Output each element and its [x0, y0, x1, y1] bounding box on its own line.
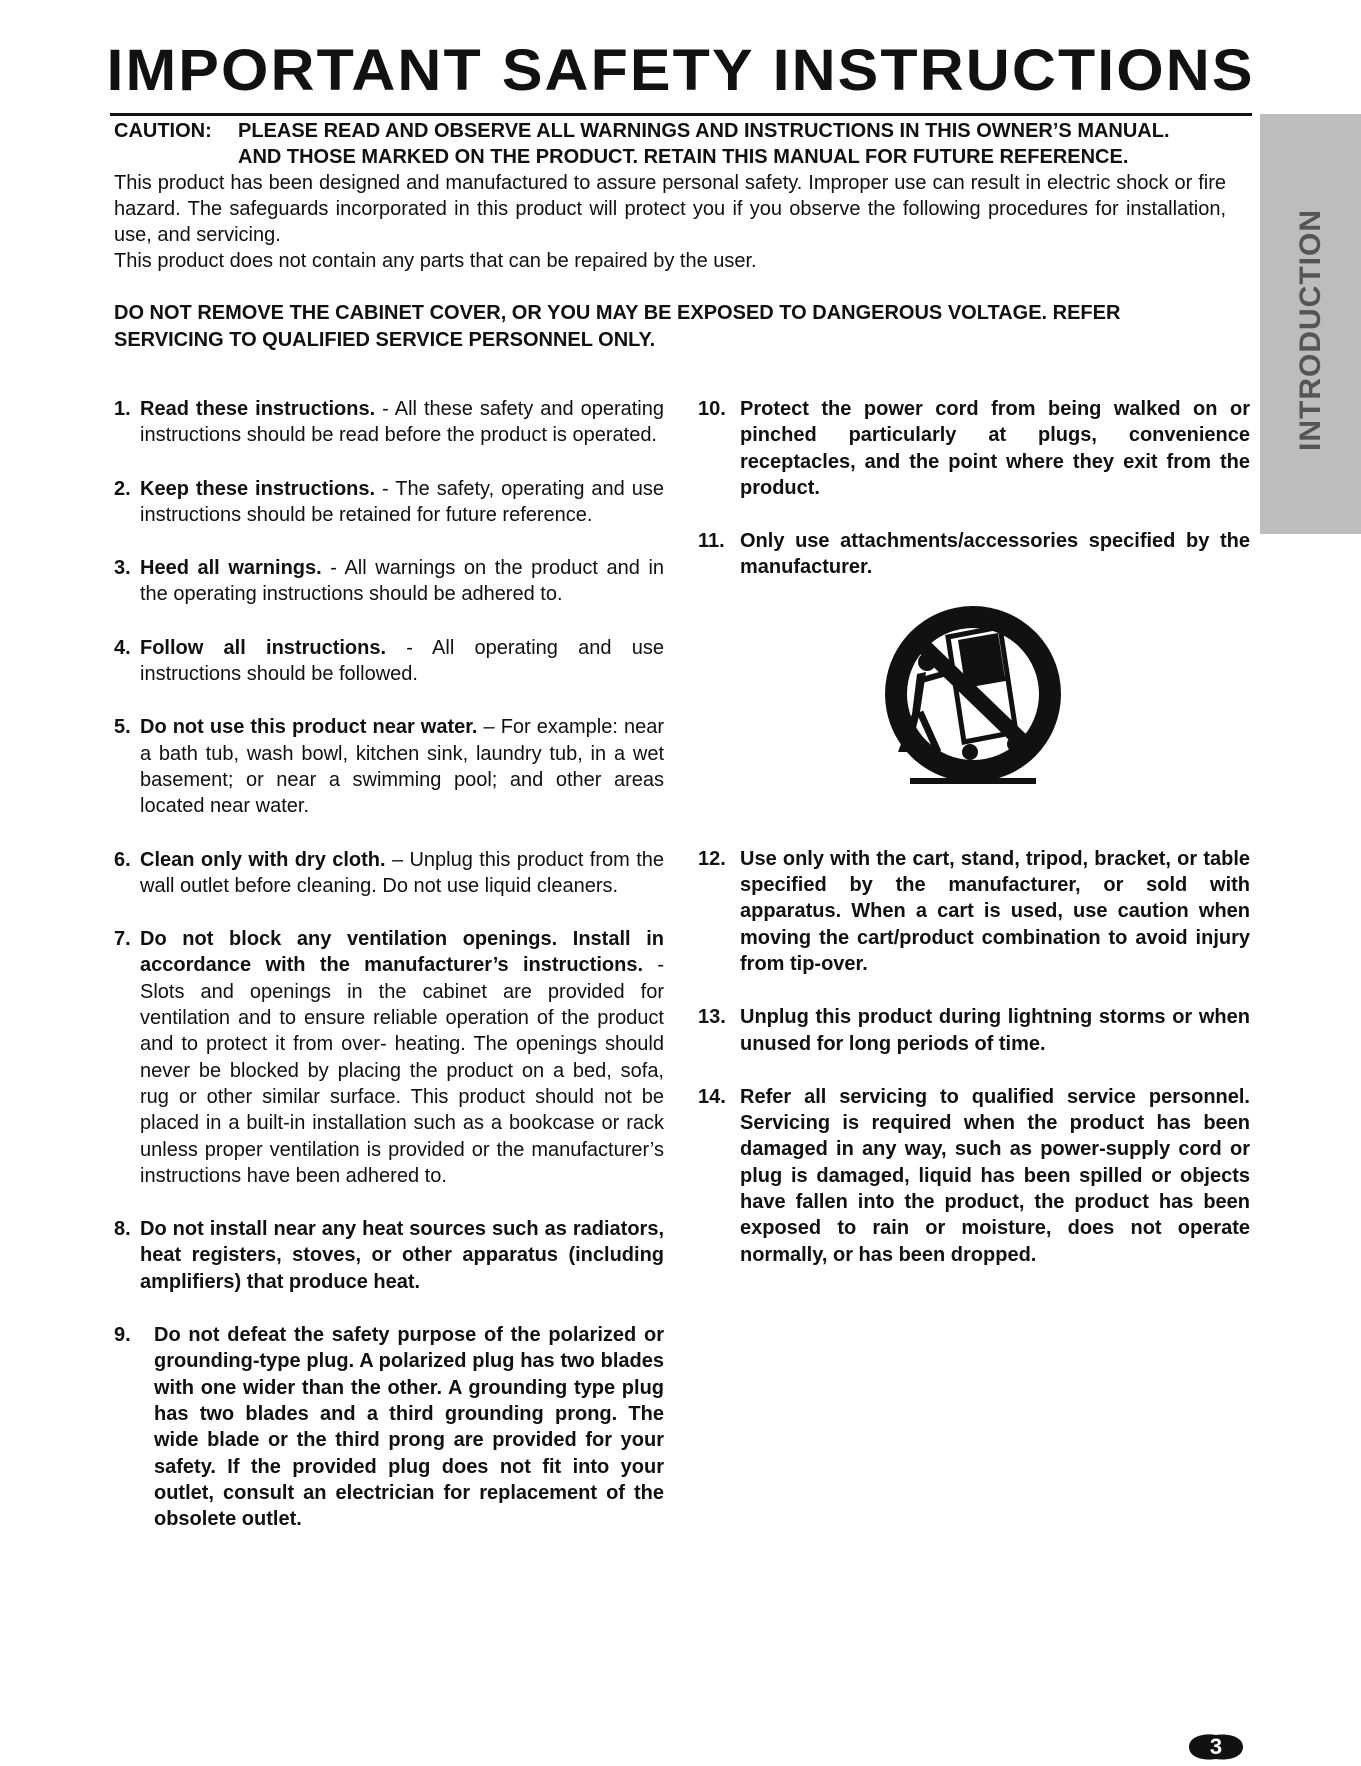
item-heading: Heed all warnings. [140, 557, 322, 580]
item-number: 8. [114, 1218, 131, 1241]
cart-tip-over-warning-icon [870, 602, 1076, 802]
item-number: 7. [114, 928, 131, 951]
instruction-item [114, 1216, 664, 1295]
instruction-item [114, 476, 664, 529]
intro-text [114, 170, 1226, 274]
voltage-warning: DO NOT REMOVE THE CABINET COVER, OR YOU MAY BE EXPOSED TO DANGEROUS VOLTAGE. REFER SERVICING TO QUALIFIED SERVICE PERSONNEL ONLY. [114, 302, 1121, 351]
item-number: 1. [114, 398, 131, 420]
item-heading: Read these instructions. [140, 398, 376, 420]
item-number: 13. [698, 1006, 726, 1029]
instruction-item [114, 847, 664, 900]
instruction-item [698, 528, 1250, 581]
item-body: - The safety, operating and use instructions should be retained for future reference. [140, 477, 665, 526]
item-text: Protect the power cord from being walked on or pinched particularly at plugs, convenience receptacles, and the point where they exit from the product. [740, 398, 1250, 499]
instruction-item [698, 1004, 1250, 1057]
caution-block [114, 118, 1254, 170]
instruction-item [698, 1084, 1250, 1268]
item-body: - Slots and openings in the cabinet are provided for ventilation and to ensure reliable operation of the product and to protect it from over- heating. The openings should never be blocked by placing the product on a bed, sofa, rug or other similar surface. This product should not be placed in a built-in installation such as a bookcase or rack unless proper ventilation is provided or the manufacturer’s instructions have been adhered to. [140, 954, 665, 1187]
page-number: 3 [1209, 1734, 1223, 1759]
instruction-item [114, 555, 664, 608]
instruction-item [114, 926, 664, 1189]
item-number: 11. [698, 530, 725, 553]
item-body: - All operating and use instructions should be followed. [140, 636, 664, 686]
page-title: IMPORTANT SAFETY INSTRUCTIONS [106, 38, 1255, 103]
instruction-item [114, 396, 664, 449]
intro-paragraph: This product has been designed and manufactured to assure personal safety. Improper use can result in electric shock or fire hazard. The safeguards incorporated in this product will protect you if you observe the following procedures for installation, use, and servicing. [114, 172, 1226, 246]
item-body: - All these safety and operating instructions should be read before the product is operated. [140, 398, 664, 447]
item-body: – Unplug this product from the wall outlet before cleaning. Do not use liquid cleaners. [140, 848, 664, 897]
instructions-right-column [698, 396, 1250, 1295]
instructions-left-column [114, 396, 664, 1559]
instruction-item [114, 635, 664, 688]
item-heading: Do not block any ventilation openings. Install in accordance with the manufacturer’s instructions. [140, 928, 664, 977]
item-number: 3. [114, 557, 131, 580]
item-body: – For example: near a bath tub, wash bowl, kitchen sink, laundry tub, in a wet basement; or near a swimming pool; and other areas located near water. [140, 716, 665, 818]
item-number: 12. [698, 847, 726, 870]
instruction-item [114, 714, 664, 819]
item-number: 2. [114, 477, 131, 500]
instruction-item [114, 1322, 664, 1532]
title-rule [110, 113, 1252, 116]
item-number: 14. [698, 1085, 726, 1108]
item-number: 5. [114, 716, 131, 739]
item-heading: Keep these instructions. [140, 477, 376, 500]
intro-paragraph: This product does not contain any parts that can be repaired by the user. [114, 250, 757, 272]
caution-line-1: PLEASE READ AND OBSERVE ALL WARNINGS AND INSTRUCTIONS IN THIS OWNER’S MANUAL. [238, 120, 1170, 142]
item-text: Only use attachments/accessories specified by the manufacturer. [740, 530, 1250, 579]
item-number: 10. [698, 398, 726, 420]
item-heading: Do not defeat the safety purpose of the polarized or grounding-type plug. A polarized plug has two blades with one wider than the other. A grounding type plug has two blades and a third grounding prong. The wide blade or the third prong are provided for your safety. If the provided plug does not fit into your outlet, consult an electrician for replacement of the obsolete outlet. [154, 1324, 664, 1531]
item-number: 4. [114, 636, 131, 659]
item-number: 6. [114, 848, 131, 871]
item-body: - All warnings on the product and in the operating instructions should be adhered to. [140, 557, 665, 606]
item-number: 9. [114, 1324, 131, 1347]
section-tab-label: INTRODUCTION [1294, 209, 1327, 451]
item-text: Use only with the cart, stand, tripod, bracket, or table specified by the manufacturer, or sold with apparatus. When a cart is used, use caution when moving the cart/product combination to avoid injury from tip-over. [740, 847, 1250, 975]
item-text: Refer all servicing to qualified service personnel. Servicing is required when the product has been damaged in any way, such as power-supply cord or plug is damaged, liquid has been spilled or objects have fallen into the product, the product has been exposed to rain or moisture, does not operate normally, or has been dropped. [740, 1085, 1250, 1266]
item-text: Unplug this product during lightning storms or when unused for long periods of time. [740, 1006, 1250, 1055]
item-heading: Do not install near any heat sources such as radiators, heat registers, stoves, or other apparatus (including amplifiers) that produce heat. [140, 1218, 664, 1293]
instruction-item [698, 396, 1250, 501]
item-heading: Do not use this product near water. [140, 716, 478, 739]
caution-line-2: AND THOSE MARKED ON THE PRODUCT. RETAIN THIS MANUAL FOR FUTURE REFERENCE. [238, 146, 1129, 168]
item-heading: Follow all instructions. [140, 636, 387, 659]
instruction-item [698, 846, 1250, 977]
item-heading: Clean only with dry cloth. [140, 848, 386, 871]
caution-label: CAUTION: [114, 120, 212, 142]
